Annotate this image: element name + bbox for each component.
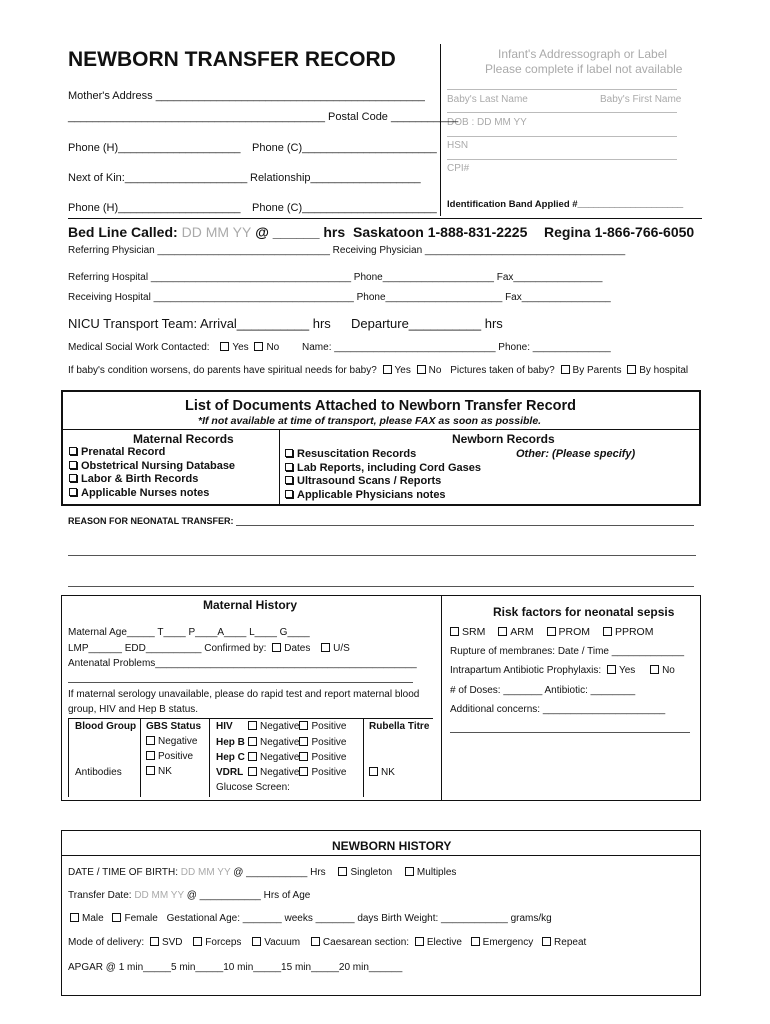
reason-label: REASON FOR NEONATAL TRANSFER: — [68, 516, 234, 526]
label-line — [447, 89, 677, 90]
newborn-history-rule — [62, 855, 700, 856]
additional-concerns-line[interactable] — [450, 732, 690, 733]
lmp-row — [68, 643, 350, 654]
babys-last-name: Baby's Last Name — [447, 94, 528, 105]
gbs-positive[interactable]: Positive — [146, 751, 193, 762]
maternal-sepsis-divider — [441, 596, 442, 800]
antenatal-problems-field[interactable]: Antenatal Problems_______________________________________________ — [68, 658, 417, 669]
srm-label: SRM — [462, 626, 486, 638]
maternal-record-item[interactable]: Prenatal Record — [69, 446, 235, 460]
bed-line-date[interactable]: DD MM YY — [181, 224, 252, 240]
by-parents-checkbox[interactable] — [561, 365, 570, 374]
pprom-checkbox[interactable] — [603, 627, 612, 636]
emergency-checkbox[interactable] — [471, 937, 480, 946]
hepb-negative-checkbox[interactable] — [248, 737, 257, 746]
social-yes-label: Yes — [232, 342, 249, 353]
us-checkbox[interactable] — [321, 643, 330, 652]
spiritual-row — [68, 365, 688, 376]
postal-code-field[interactable]: __________________________________________ Postal Code ___________ — [68, 111, 459, 123]
forceps-checkbox[interactable] — [193, 937, 202, 946]
hepc-row: Hep C Negative Positive — [216, 752, 347, 763]
birth-row: DATE / TIME OF BIRTH: DD MM YY @ ___________ Hrs Singleton Multiples — [68, 867, 457, 878]
vdrl-label: VDRL — [216, 767, 244, 778]
lmp-edd-field[interactable]: LMP______ EDD__________ Confirmed by: — [68, 643, 267, 654]
hiv-negative-checkbox[interactable] — [248, 721, 257, 730]
iap-yes-checkbox[interactable] — [607, 665, 616, 674]
prom-checkbox[interactable] — [547, 627, 556, 636]
serology-note-2: group, HIV and Hep B status. — [68, 704, 199, 715]
caesarean-checkbox[interactable] — [311, 937, 320, 946]
dates-checkbox[interactable] — [272, 643, 281, 652]
newborn-history-title: NEWBORN HISTORY — [332, 839, 452, 853]
hepc-positive-checkbox[interactable] — [299, 752, 308, 761]
dates-label: Dates — [284, 643, 311, 654]
hiv-positive-checkbox[interactable] — [299, 721, 308, 730]
bed-line-label: Bed Line Called: — [68, 224, 178, 240]
social-no-label: No — [266, 342, 280, 353]
gestation-weight-field[interactable]: Gestational Age: _______ weeks _______ days Birth Weight: ____________ grams/kg — [166, 913, 552, 924]
birth-date-label: DATE / TIME OF BIRTH: — [68, 867, 179, 878]
referring-hospital-row[interactable]: Referring Hospital ____________________________________ Phone____________________ Fax________________ — [68, 272, 603, 283]
singleton-checkbox[interactable] — [338, 867, 347, 876]
gbs-negative[interactable]: Negative — [146, 736, 197, 747]
vdrl-positive-checkbox[interactable] — [299, 767, 308, 776]
phone-h-field[interactable]: Phone (H)____________________ — [68, 142, 241, 154]
serology-note-1: If maternal serology unavailable, please do rapid test and report maternal blood — [68, 689, 420, 700]
grid-line — [363, 718, 364, 797]
vdrl-row: VDRL Negative Positive — [216, 767, 347, 778]
transfer-time-field[interactable]: @ ___________ Hrs of Age — [186, 890, 311, 901]
newborn-record-item[interactable]: Resuscitation Records — [285, 448, 481, 462]
relationship-field[interactable]: Relationship__________________ — [250, 172, 421, 184]
arm-label: ARM — [510, 626, 534, 638]
maternal-record-item[interactable]: Labor & Birth Records — [69, 473, 235, 487]
female-checkbox[interactable] — [112, 913, 121, 922]
by-hospital-label: By hospital — [639, 365, 689, 376]
phone-h2-field[interactable]: Phone (H)____________________ — [68, 202, 241, 214]
sex-gestation-row: Male Female Gestational Age: _______ weeks _______ days Birth Weight: ____________ grams/kg — [70, 913, 552, 924]
doses-field[interactable]: # of Doses: _______ Antibiotic: ________ — [450, 685, 636, 696]
sepsis-title: Risk factors for neonatal sepsis — [493, 605, 675, 619]
label-line — [447, 112, 677, 113]
spiritual-yes-checkbox[interactable] — [383, 365, 392, 374]
reason-line-2[interactable] — [68, 555, 696, 556]
documents-rule — [63, 429, 699, 430]
male-checkbox[interactable] — [70, 913, 79, 922]
newborn-record-item[interactable]: Ultrasound Scans / Reports — [285, 475, 481, 489]
header-rule — [68, 218, 702, 219]
social-name-field[interactable]: Name: _____________________________ Phone: ______________ — [302, 342, 611, 353]
spiritual-no-checkbox[interactable] — [417, 365, 426, 374]
other-specify[interactable]: Other: (Please specify) — [516, 448, 636, 460]
iap-no-checkbox[interactable] — [650, 665, 659, 674]
documents-col-divider — [279, 429, 280, 504]
label-line — [447, 159, 677, 160]
arm-checkbox[interactable] — [498, 627, 507, 636]
antibodies-label: Antibodies — [75, 767, 122, 778]
transfer-row — [68, 890, 310, 901]
bed-line-at[interactable]: @ ______ hrs — [255, 224, 346, 240]
hepb-positive-checkbox[interactable] — [299, 737, 308, 746]
social-work-row — [68, 342, 611, 353]
id-band-field[interactable]: Identification Band Applied #____________________ — [447, 199, 684, 210]
svd-checkbox[interactable] — [150, 937, 159, 946]
birth-time-field[interactable]: @ ___________ Hrs — [233, 867, 326, 878]
pictures-question: Pictures taken of baby? — [450, 365, 555, 376]
maternal-records-heading: Maternal Records — [133, 432, 234, 446]
transfer-date-field[interactable]: DD MM YY — [134, 890, 184, 901]
mothers-address-field[interactable]: Mother's Address ____________________________________________ — [68, 90, 425, 102]
label-line-2: Please complete if label not available — [485, 62, 683, 76]
elective-checkbox[interactable] — [415, 937, 424, 946]
phone-c-field[interactable]: Phone (C)______________________ — [252, 142, 437, 154]
nicu-departure[interactable]: Departure__________ hrs — [351, 316, 503, 331]
birth-date-field[interactable]: DD MM YY — [180, 867, 231, 878]
page-title: NEWBORN TRANSFER RECORD — [68, 48, 396, 71]
saskatoon-number: Saskatoon 1-888-831-2225 — [353, 224, 528, 240]
maternal-age-row[interactable]: Maternal Age_____ T____ P____A____ L____ G____ — [68, 627, 310, 638]
regina-number: Regina 1-866-766-6050 — [544, 224, 695, 240]
pprom-label: PPROM — [614, 626, 654, 638]
repeat-checkbox[interactable] — [542, 937, 551, 946]
reason-line-1[interactable] — [236, 525, 694, 526]
hepb-row: Hep B Negative Positive — [216, 737, 347, 748]
label-line-1: Infant's Addressograph or Label — [498, 47, 668, 61]
newborn-record-item[interactable]: Applicable Physicians notes — [285, 489, 481, 503]
iap-label: Intrapartum Antibiotic Prophylaxis: — [450, 665, 602, 676]
hepc-negative-checkbox[interactable] — [248, 752, 257, 761]
physicians-row[interactable]: Referring Physician _______________________________ Receiving Physician ____________________________________ — [68, 245, 626, 256]
iap-row: Intrapartum Antibiotic Prophylaxis: Yes No — [450, 665, 675, 676]
hiv-row: HIV Negative Positive — [216, 721, 347, 732]
nicu-arrival[interactable]: NICU Transport Team: Arrival__________ hrs — [68, 316, 331, 331]
social-work-label: Medical Social Work Contacted: — [68, 342, 210, 353]
next-of-kin-field[interactable]: Next of Kin:____________________ — [68, 172, 248, 184]
prom-label: PROM — [558, 626, 591, 638]
rubella-header: Rubella Titre — [369, 721, 430, 732]
babys-first-name: Baby's First Name — [600, 94, 682, 105]
reason-line-3[interactable] — [68, 586, 694, 587]
by-parents-label: By Parents — [572, 365, 622, 376]
social-yes-checkbox[interactable] — [220, 342, 229, 351]
social-no-checkbox[interactable] — [254, 342, 263, 351]
by-hospital-checkbox[interactable] — [627, 365, 636, 374]
spiritual-question: If baby's condition worsens, do parents have spiritual needs for baby? — [68, 365, 377, 376]
hsn-field[interactable]: HSN — [447, 140, 469, 151]
documents-title: List of Documents Attached to Newborn Transfer Record — [185, 398, 577, 414]
transfer-date-label: Transfer Date: — [68, 890, 132, 901]
gbs-nk[interactable]: NK — [146, 766, 172, 777]
delivery-mode-row: Mode of delivery: SVD Forceps Vacuum Caesarean section: Elective Emergency Repeat — [68, 937, 587, 948]
additional-concerns-field[interactable]: Additional concerns: ______________________ — [450, 704, 666, 715]
newborn-records-heading: Newborn Records — [452, 432, 555, 446]
delivery-mode-label: Mode of delivery: — [68, 937, 145, 948]
srm-checkbox[interactable] — [450, 627, 459, 636]
header-divider — [440, 44, 441, 216]
grid-line — [209, 718, 210, 797]
rubella-nk[interactable]: NK — [369, 767, 395, 778]
spiritual-yes-label: Yes — [394, 365, 411, 376]
spiritual-no-label: No — [428, 365, 442, 376]
vacuum-checkbox[interactable] — [252, 937, 261, 946]
newborn-records-list — [285, 448, 481, 502]
dob-field[interactable]: DOB : DD MM YY — [447, 117, 527, 128]
multiples-checkbox[interactable] — [405, 867, 414, 876]
label-line — [447, 136, 677, 137]
bed-line-row — [68, 224, 527, 240]
rupture-field[interactable]: Rupture of membranes: Date / Time _____________ — [450, 646, 685, 657]
gbs-header: GBS Status — [146, 721, 202, 732]
apgar-field[interactable]: APGAR @ 1 min_____5 min_____10 min_____15 min_____20 min______ — [68, 962, 403, 973]
receiving-hospital-row[interactable]: Receiving Hospital ____________________________________ Phone_____________________ Fax________________ — [68, 292, 611, 303]
hepc-label: Hep C — [216, 752, 245, 763]
maternal-record-item[interactable]: Obstetrical Nursing Database — [69, 460, 235, 474]
vdrl-negative-checkbox[interactable] — [248, 767, 257, 776]
hiv-label: HIV — [216, 721, 233, 732]
documents-subtitle: *If not available at time of transport, please FAX as soon as possible. — [198, 415, 542, 427]
maternal-record-item[interactable]: Applicable Nurses notes — [69, 487, 235, 501]
membrane-type-row — [450, 626, 653, 638]
hepb-label: Hep B — [216, 737, 245, 748]
newborn-record-item[interactable]: Lab Reports, including Cord Gases — [285, 462, 481, 476]
antenatal-line[interactable] — [68, 682, 413, 683]
phone-c2-field[interactable]: Phone (C)______________________ — [252, 202, 437, 214]
grid-line — [140, 718, 141, 797]
maternal-records-list — [69, 446, 235, 500]
glucose-screen-field[interactable]: Glucose Screen: — [216, 782, 290, 793]
maternal-history-title: Maternal History — [203, 598, 298, 612]
us-label: U/S — [333, 643, 350, 654]
blood-group-header: Blood Group — [75, 721, 137, 732]
cpi-field[interactable]: CPI# — [447, 163, 470, 174]
